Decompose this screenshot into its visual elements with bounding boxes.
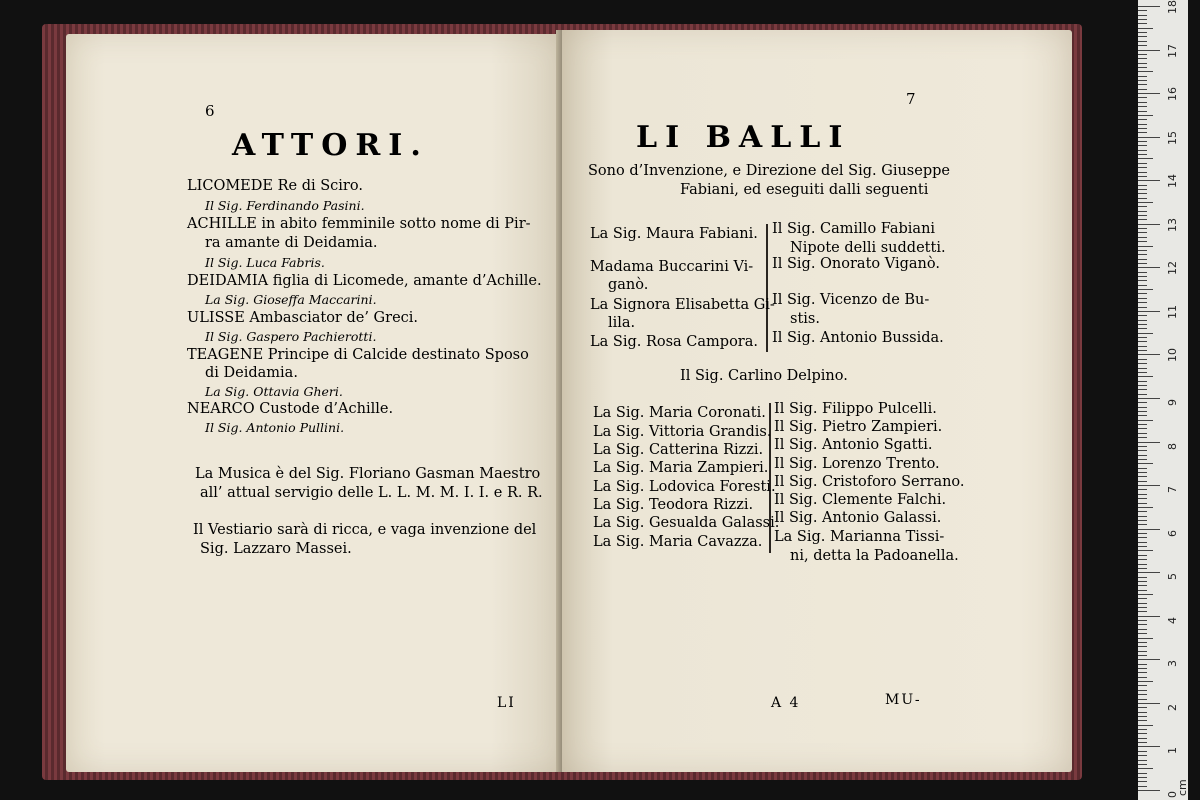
ruler-minor-tick — [1138, 468, 1147, 469]
ruler-major-tick — [1138, 311, 1160, 312]
ruler-minor-tick — [1138, 328, 1147, 329]
ruler-minor-tick — [1138, 241, 1147, 242]
ruler-minor-tick — [1138, 568, 1147, 569]
ruler-minor-tick — [1138, 193, 1147, 194]
ruler-minor-tick — [1138, 489, 1147, 490]
ruler-minor-tick — [1138, 15, 1147, 16]
ruler-minor-tick — [1138, 694, 1147, 695]
ruler-minor-tick — [1138, 111, 1147, 112]
ruler-minor-tick — [1138, 76, 1147, 77]
page-heading-balli: LI BALLI — [636, 120, 851, 155]
ruler-minor-tick — [1138, 411, 1147, 412]
ruler-minor-tick — [1138, 285, 1147, 286]
cast-role: ULISSE Ambasciator de’ Greci. — [187, 310, 419, 326]
ruler-minor-tick — [1138, 58, 1147, 59]
dancer-right-cont: ni, detta la Padoanella. — [790, 548, 959, 564]
ruler-minor-tick — [1138, 246, 1153, 247]
dancer-left: La Sig. Maura Fabiani. — [590, 226, 758, 242]
ruler-minor-tick — [1138, 725, 1153, 726]
ruler-label: 13 — [1166, 217, 1179, 232]
ruler-minor-tick — [1138, 250, 1147, 251]
dancer-right-cont: Nipote delli suddetti. — [790, 240, 946, 256]
ruler-minor-tick — [1138, 263, 1147, 264]
ruler-major-tick — [1138, 442, 1160, 443]
ruler-minor-tick — [1138, 542, 1147, 543]
ruler-minor-tick — [1138, 407, 1147, 408]
ruler-minor-tick — [1138, 80, 1147, 81]
costume-note-line: Sig. Lazzaro Massei. — [200, 541, 352, 557]
dancer-right: Il Sig. Antonio Sgatti. — [774, 437, 933, 453]
ruler-minor-tick — [1138, 10, 1147, 11]
ruler-minor-tick — [1138, 176, 1147, 177]
ruler-major-tick — [1138, 6, 1160, 7]
catchword-left: LI — [497, 695, 516, 711]
dancer-left: Madama Buccarini Vi- — [590, 259, 754, 275]
dancer-left: La Sig. Rosa Campora. — [590, 334, 758, 350]
ruler-label: 6 — [1166, 529, 1179, 537]
ruler-major-tick — [1138, 746, 1160, 747]
cast-singer: La Sig. Gioseffa Maccarini. — [205, 292, 377, 307]
ruler-minor-tick — [1138, 712, 1147, 713]
dancer-left-cont: ganò. — [608, 277, 649, 293]
cast-singer: Il Sig. Luca Fabris. — [205, 255, 325, 270]
ruler-minor-tick — [1138, 394, 1147, 395]
ruler-label: 3 — [1166, 660, 1179, 668]
ruler-major-tick — [1138, 354, 1160, 355]
music-note-line: all’ attual servigio delle L. L. M. M. I. I. e R. R. — [200, 485, 543, 501]
ruler-minor-tick — [1138, 690, 1147, 691]
ruler-major-tick — [1138, 50, 1160, 51]
dancer-left: La Signora Elisabetta Gi- — [590, 297, 775, 313]
ruler-minor-tick — [1138, 23, 1147, 24]
cast-role: DEIDAMIA figlia di Licomede, amante d’Achille. — [187, 273, 542, 289]
ruler-minor-tick — [1138, 524, 1147, 525]
ruler-minor-tick — [1138, 450, 1147, 451]
measuring-ruler — [1138, 0, 1188, 800]
ruler-minor-tick — [1138, 733, 1147, 734]
ruler-minor-tick — [1138, 533, 1147, 534]
ruler-minor-tick — [1138, 63, 1147, 64]
ruler-minor-tick — [1138, 45, 1147, 46]
page-heading-attori: ATTORI. — [232, 128, 429, 163]
ruler-minor-tick — [1138, 638, 1153, 639]
ruler-minor-tick — [1138, 472, 1147, 473]
ruler-minor-tick — [1138, 145, 1147, 146]
ruler-minor-tick — [1138, 581, 1147, 582]
ruler-minor-tick — [1138, 699, 1147, 700]
ruler-minor-tick — [1138, 71, 1153, 72]
ruler-minor-tick — [1138, 463, 1153, 464]
ruler-minor-tick — [1138, 611, 1147, 612]
ruler-minor-tick — [1138, 555, 1147, 556]
ruler-minor-tick — [1138, 167, 1147, 168]
ruler-minor-tick — [1138, 172, 1147, 173]
ruler-major-tick — [1138, 267, 1160, 268]
ruler-minor-tick — [1138, 760, 1147, 761]
ruler-minor-tick — [1138, 415, 1147, 416]
ruler-minor-tick — [1138, 333, 1153, 334]
ruler-minor-tick — [1138, 402, 1147, 403]
ruler-minor-tick — [1138, 677, 1147, 678]
ruler-minor-tick — [1138, 646, 1147, 647]
ruler-minor-tick — [1138, 189, 1147, 190]
catchword-right: MU- — [885, 692, 922, 708]
ruler-minor-tick — [1138, 546, 1147, 547]
dancer-left: La Sig. Maria Coronati. — [593, 405, 766, 421]
ruler-minor-tick — [1138, 577, 1147, 578]
ruler-label: 10 — [1166, 348, 1179, 363]
ruler-minor-tick — [1138, 102, 1147, 103]
ruler-minor-tick — [1138, 651, 1147, 652]
cast-singer: La Sig. Ottavia Gheri. — [205, 384, 343, 399]
ruler-label: 16 — [1166, 87, 1179, 102]
ruler-minor-tick — [1138, 603, 1147, 604]
ruler-minor-tick — [1138, 428, 1147, 429]
dancer-right: Il Sig. Onorato Viganò. — [772, 256, 940, 272]
cast-role-cont: di Deidamia. — [205, 365, 298, 381]
ruler-minor-tick — [1138, 720, 1147, 721]
ruler-minor-tick — [1138, 237, 1147, 238]
ruler-minor-tick — [1138, 494, 1147, 495]
ruler-minor-tick — [1138, 459, 1147, 460]
ruler-minor-tick — [1138, 124, 1147, 125]
ruler-minor-tick — [1138, 433, 1147, 434]
ruler-minor-tick — [1138, 786, 1147, 787]
ruler-label: 17 — [1166, 43, 1179, 58]
ruler-minor-tick — [1138, 302, 1147, 303]
ruler-minor-tick — [1138, 455, 1147, 456]
dancer-left: La Sig. Catterina Rizzi. — [593, 442, 764, 458]
dancer-left-cont: lila. — [608, 315, 636, 331]
ruler-label: 18 — [1166, 0, 1179, 14]
ruler-minor-tick — [1138, 594, 1153, 595]
ruler-major-tick — [1138, 224, 1160, 225]
ruler-minor-tick — [1138, 154, 1147, 155]
ruler-minor-tick — [1138, 32, 1147, 33]
ruler-minor-tick — [1138, 633, 1147, 634]
ruler-label: 9 — [1166, 399, 1179, 406]
ruler-minor-tick — [1138, 163, 1147, 164]
ruler-minor-tick — [1138, 337, 1147, 338]
ruler-minor-tick — [1138, 141, 1147, 142]
ruler-minor-tick — [1138, 158, 1153, 159]
dancer-right-cont: stis. — [790, 311, 820, 327]
ruler-minor-tick — [1138, 259, 1147, 260]
ruler-major-tick — [1138, 485, 1160, 486]
dancer-left: La Sig. Maria Zampieri. — [593, 460, 769, 476]
ruler-minor-tick — [1138, 590, 1147, 591]
ruler-minor-tick — [1138, 41, 1147, 42]
dancer-left: La Sig. Gesualda Galassi. — [593, 515, 780, 531]
ruler-minor-tick — [1138, 420, 1153, 421]
dancer-right: La Sig. Marianna Tissi- — [774, 529, 945, 545]
dancer-right: Il Sig. Lorenzo Trento. — [774, 456, 940, 472]
ruler-minor-tick — [1138, 341, 1147, 342]
cast-singer: Il Sig. Gaspero Pachierotti. — [205, 329, 377, 344]
signature-mark: A 4 — [771, 695, 801, 711]
ruler-minor-tick — [1138, 315, 1147, 316]
ruler-minor-tick — [1138, 346, 1147, 347]
ruler-minor-tick — [1138, 381, 1147, 382]
ruler-minor-tick — [1138, 97, 1147, 98]
ruler-minor-tick — [1138, 289, 1153, 290]
ruler-minor-tick — [1138, 729, 1147, 730]
solo-dancer: Il Sig. Carlino Delpino. — [680, 368, 848, 384]
ruler-label: 15 — [1166, 130, 1179, 145]
dancer-right: Il Sig. Camillo Fabiani — [772, 221, 936, 237]
ruler-minor-tick — [1138, 476, 1147, 477]
ruler-minor-tick — [1138, 507, 1153, 508]
ruler-label: 11 — [1166, 304, 1179, 319]
ruler-minor-tick — [1138, 84, 1147, 85]
ruler-minor-tick — [1138, 481, 1147, 482]
ruler-minor-tick — [1138, 672, 1147, 673]
ruler-minor-tick — [1138, 254, 1147, 255]
ruler-minor-tick — [1138, 629, 1147, 630]
ruler-minor-tick — [1138, 781, 1147, 782]
ruler-minor-tick — [1138, 655, 1147, 656]
ruler-minor-tick — [1138, 363, 1147, 364]
ruler-minor-tick — [1138, 537, 1147, 538]
costume-note-line: Il Vestiario sarà di ricca, e vaga invenzione del — [193, 522, 537, 538]
ruler-minor-tick — [1138, 298, 1147, 299]
cast-role: TEAGENE Principe di Calcide destinato Sposo — [187, 347, 529, 363]
cast-role-cont: ra amante di Deidamia. — [205, 235, 378, 251]
ruler-major-tick — [1138, 572, 1160, 573]
page-number-left: 6 — [205, 102, 215, 120]
dancer-right: Il Sig. Clemente Falchi. — [774, 492, 947, 508]
ruler-minor-tick — [1138, 350, 1147, 351]
ruler-minor-tick — [1138, 437, 1147, 438]
dancer-left: La Sig. Lodovica Foresti. — [593, 479, 776, 495]
cast-role: NEARCO Custode d’Achille. — [187, 401, 394, 417]
ruler-minor-tick — [1138, 368, 1147, 369]
ruler-minor-tick — [1138, 498, 1147, 499]
dancer-right: Il Sig. Cristoforo Serrano. — [774, 474, 965, 490]
ruler-minor-tick — [1138, 128, 1147, 129]
ruler-minor-tick — [1138, 607, 1147, 608]
ruler-label: 14 — [1166, 174, 1179, 189]
ruler-minor-tick — [1138, 185, 1147, 186]
ruler-unit: cm — [1176, 779, 1189, 796]
ruler-label: 7 — [1166, 486, 1179, 494]
ruler-minor-tick — [1138, 768, 1153, 769]
ruler-minor-tick — [1138, 36, 1147, 37]
ruler-minor-tick — [1138, 516, 1147, 517]
ruler-major-tick — [1138, 659, 1160, 660]
ruler-minor-tick — [1138, 685, 1147, 686]
ruler-label: 5 — [1166, 573, 1179, 581]
dancer-right: Il Sig. Pietro Zampieri. — [774, 419, 943, 435]
ruler-minor-tick — [1138, 550, 1153, 551]
ruler-minor-tick — [1138, 511, 1147, 512]
ruler-minor-tick — [1138, 559, 1147, 560]
ruler-minor-tick — [1138, 372, 1147, 373]
ruler-label: 1 — [1166, 747, 1179, 755]
ruler-minor-tick — [1138, 520, 1147, 521]
ruler-minor-tick — [1138, 272, 1147, 273]
ruler-minor-tick — [1138, 738, 1147, 739]
ruler-minor-tick — [1138, 716, 1147, 717]
ruler-minor-tick — [1138, 219, 1147, 220]
ruler-minor-tick — [1138, 206, 1147, 207]
ruler-minor-tick — [1138, 751, 1147, 752]
ruler-minor-tick — [1138, 668, 1147, 669]
ruler-minor-tick — [1138, 598, 1147, 599]
ruler-label: 8 — [1166, 442, 1179, 450]
ruler-minor-tick — [1138, 276, 1147, 277]
ruler-minor-tick — [1138, 150, 1147, 151]
ruler-major-tick — [1138, 790, 1160, 791]
ruler-minor-tick — [1138, 215, 1147, 216]
ruler-minor-tick — [1138, 446, 1147, 447]
ruler-minor-tick — [1138, 228, 1147, 229]
ruler-label: 4 — [1166, 616, 1179, 624]
ruler-minor-tick — [1138, 707, 1147, 708]
ruler-minor-tick — [1138, 293, 1147, 294]
dancer-left: La Sig. Teodora Rizzi. — [593, 497, 754, 513]
ruler-minor-tick — [1138, 642, 1147, 643]
ruler-label: 2 — [1166, 703, 1179, 711]
ruler-minor-tick — [1138, 67, 1147, 68]
dancer-right: Il Sig. Filippo Pulcelli. — [774, 401, 937, 417]
ruler-minor-tick — [1138, 385, 1147, 386]
ruler-minor-tick — [1138, 89, 1147, 90]
ruler-minor-tick — [1138, 424, 1147, 425]
intro-line: Sono d’Invenzione, e Direzione del Sig. Giuseppe — [588, 163, 950, 179]
ruler-major-tick — [1138, 529, 1160, 530]
ruler-minor-tick — [1138, 115, 1153, 116]
page-number-right: 7 — [906, 90, 916, 108]
ruler-major-tick — [1138, 137, 1160, 138]
ruler-minor-tick — [1138, 19, 1147, 20]
ruler-minor-tick — [1138, 773, 1147, 774]
music-note-line: La Musica è del Sig. Floriano Gasman Maestro — [195, 466, 541, 482]
cast-role: ACHILLE in abito femminile sotto nome di Pir- — [187, 216, 531, 232]
ruler-minor-tick — [1138, 564, 1147, 565]
bracket-divider — [766, 224, 768, 352]
ruler-minor-tick — [1138, 324, 1147, 325]
dancer-left: La Sig. Vittoria Grandis. — [593, 424, 772, 440]
dancer-right: Il Sig. Antonio Bussida. — [772, 330, 944, 346]
ruler-minor-tick — [1138, 54, 1147, 55]
ruler-minor-tick — [1138, 620, 1147, 621]
cast-role: LICOMEDE Re di Sciro. — [187, 178, 363, 194]
ruler-major-tick — [1138, 703, 1160, 704]
ruler-minor-tick — [1138, 28, 1153, 29]
ruler-major-tick — [1138, 398, 1160, 399]
ruler-minor-tick — [1138, 359, 1147, 360]
ruler-minor-tick — [1138, 389, 1147, 390]
ruler-minor-tick — [1138, 664, 1147, 665]
ruler-label: 12 — [1166, 261, 1179, 276]
ruler-minor-tick — [1138, 119, 1147, 120]
ruler-major-tick — [1138, 616, 1160, 617]
intro-line: Fabiani, ed eseguiti dalli seguenti — [680, 182, 929, 198]
ruler-minor-tick — [1138, 755, 1147, 756]
ruler-major-tick — [1138, 180, 1160, 181]
ruler-minor-tick — [1138, 202, 1153, 203]
ruler-minor-tick — [1138, 777, 1147, 778]
ruler-minor-tick — [1138, 585, 1147, 586]
ruler-minor-tick — [1138, 132, 1147, 133]
cast-singer: Il Sig. Antonio Pullini. — [205, 420, 345, 435]
ruler-minor-tick — [1138, 307, 1147, 308]
ruler-major-tick — [1138, 93, 1160, 94]
ruler-minor-tick — [1138, 211, 1147, 212]
ruler-minor-tick — [1138, 232, 1147, 233]
ruler-minor-tick — [1138, 280, 1147, 281]
ruler-minor-tick — [1138, 681, 1153, 682]
ruler-minor-tick — [1138, 320, 1147, 321]
ruler-minor-tick — [1138, 106, 1147, 107]
dancer-left: La Sig. Maria Cavazza. — [593, 534, 763, 550]
dancer-right: Il Sig. Vicenzo de Bu- — [772, 292, 930, 308]
ruler-minor-tick — [1138, 624, 1147, 625]
ruler-minor-tick — [1138, 503, 1147, 504]
ruler-minor-tick — [1138, 764, 1147, 765]
ruler-minor-tick — [1138, 376, 1153, 377]
dancer-right: Il Sig. Antonio Galassi. — [774, 510, 942, 526]
cast-singer: Il Sig. Ferdinando Pasini. — [205, 198, 365, 213]
ruler-minor-tick — [1138, 742, 1147, 743]
ruler-label: 0 — [1166, 791, 1179, 798]
ruler-minor-tick — [1138, 198, 1147, 199]
